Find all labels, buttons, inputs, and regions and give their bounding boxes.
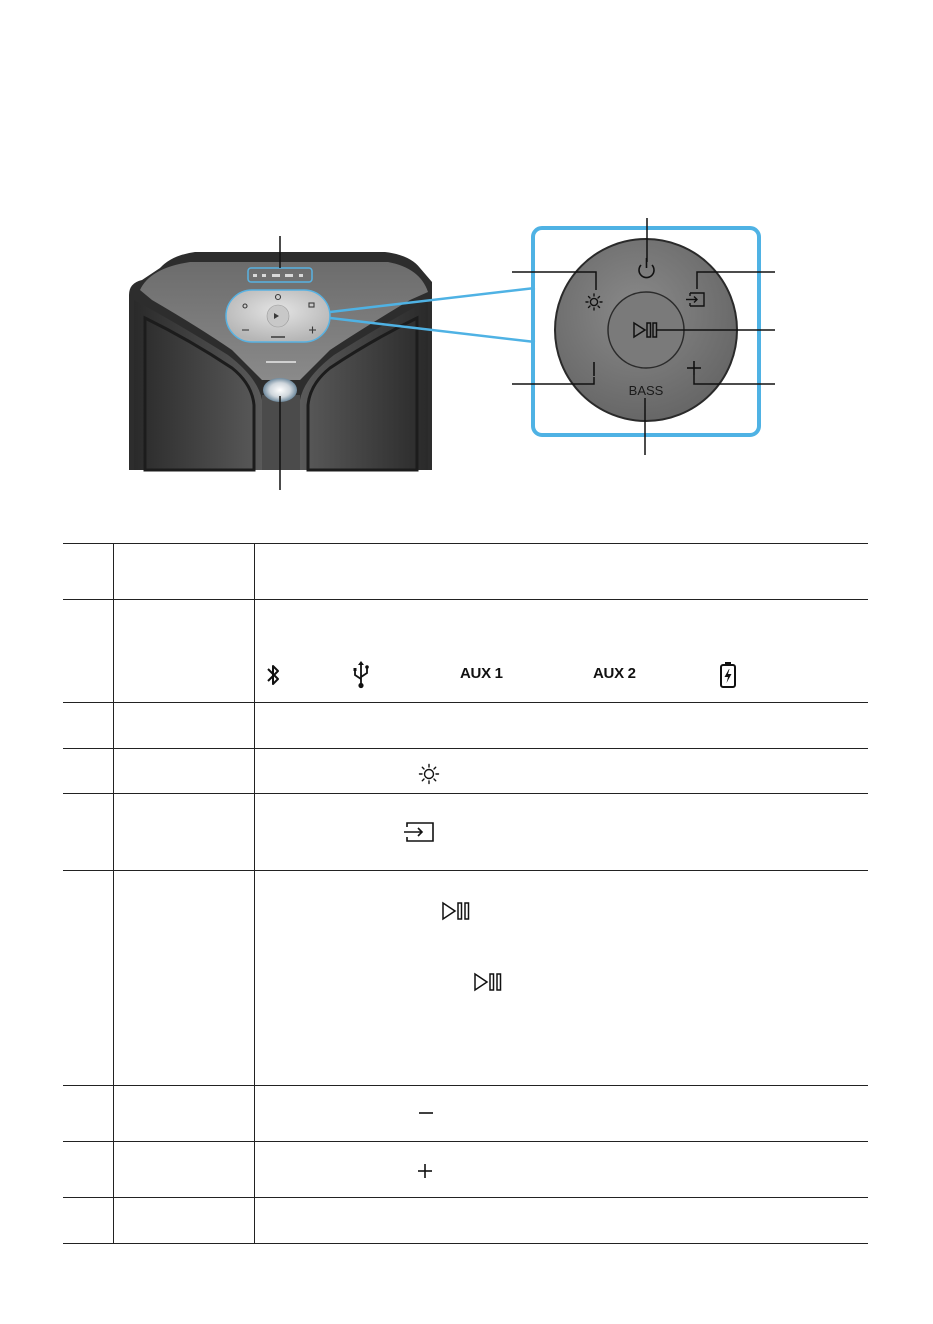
spec-table xyxy=(63,543,868,1244)
table-row xyxy=(63,794,868,871)
light-icon xyxy=(418,763,440,785)
table-row xyxy=(63,703,868,749)
usb-icon xyxy=(352,660,370,690)
play-pause-icon xyxy=(473,972,503,992)
bass-button: BASS xyxy=(628,383,664,398)
source-icon xyxy=(403,821,435,843)
bluetooth-icon xyxy=(265,662,281,688)
volume-down-icon xyxy=(417,1108,435,1118)
table-row xyxy=(63,1086,868,1142)
table-row xyxy=(63,1198,868,1244)
product-diagram xyxy=(0,0,933,520)
table-row xyxy=(63,871,868,1086)
indicator-icons-cell xyxy=(255,600,869,703)
table-row xyxy=(63,600,868,703)
play-pause-icon xyxy=(441,901,471,921)
aux1-label: AUX 1 xyxy=(460,665,503,682)
aux2-label: AUX 2 xyxy=(593,665,636,682)
table-row xyxy=(63,749,868,794)
table-row xyxy=(63,1142,868,1198)
volume-up-icon xyxy=(416,1162,434,1180)
table-row xyxy=(63,544,868,600)
battery-charging-icon xyxy=(719,661,737,689)
